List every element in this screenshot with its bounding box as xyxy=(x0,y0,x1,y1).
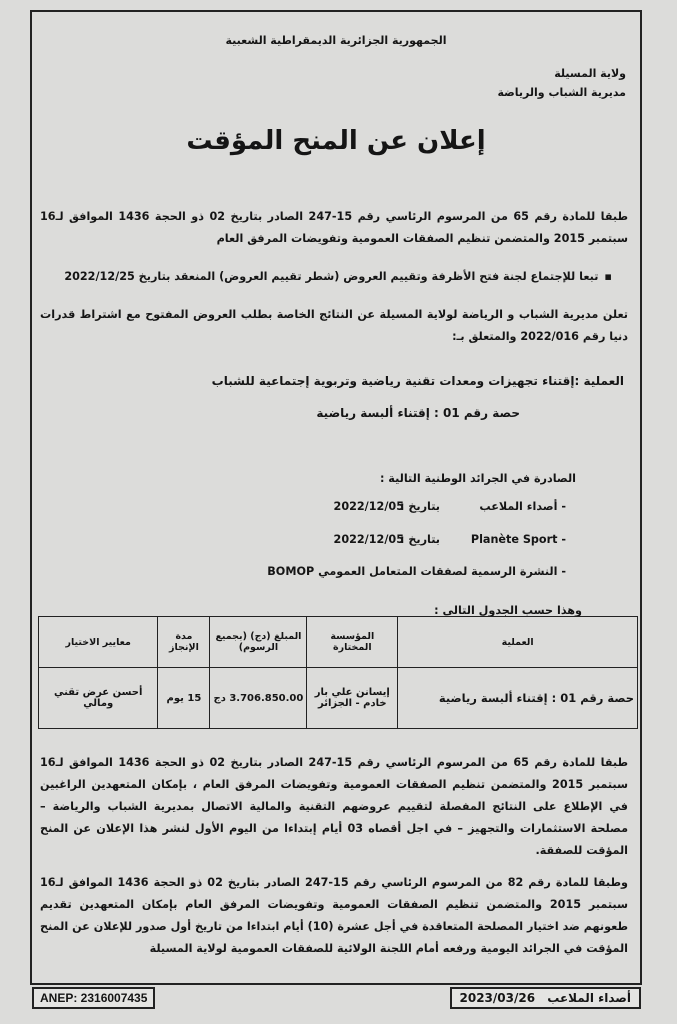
newspaper-date: 2022/12/05 xyxy=(333,500,404,513)
header-criteria: معايير الاختيار xyxy=(39,617,158,668)
cell-operation: حصة رقم 01 : إقتناء ألبسة رياضية xyxy=(398,668,638,729)
appeal-paragraph: وطبقا للمادة رقم 82 من المرسوم الرئاسي رقم 15-247 الصادر بتاريخ 02 ذو الحجة 1436 الموافق لـ16 سبتمبر 2015 والمتضمن تنظيم الصفقات العمومية وتفويضات المرفق العام بإمكان المتعهدين تقديم طعونهم ضد اختيار المصلحة المتعاقدة في أجل عشرة (10) أيام ابتداءا من تاريخ أول صدور للإعلان عن المنح المؤقت في الجرائد اليومية ورفعه أمام اللجنة الولائية للصفقات العمومية لولاية المسيلة xyxy=(40,876,629,955)
newspaper-name: Planète Sport - xyxy=(470,533,566,546)
award-table xyxy=(38,616,638,729)
table-header-row xyxy=(39,617,638,668)
header-operation: العملية xyxy=(398,617,638,668)
table-intro: وهذا حسب الجدول التالي : xyxy=(434,604,582,617)
announcement-paragraph: تعلن مديرية الشباب و الرياضة لولاية المسيلة عن النتائج الخاصة بطلب العروض المفتوح مع اشتراط قدرات دنيا رقم 2022/016 والمتعلق بـ: xyxy=(40,308,628,343)
header-enterprise: المؤسسة المختارة xyxy=(307,617,398,668)
anep-reference: ANEP: 2316007435 xyxy=(32,987,155,1009)
newspaper-name: - أصداء الملاعب xyxy=(479,500,566,513)
announcement-title: إعلان عن المنح المؤقت xyxy=(186,126,486,156)
direction-name: مديرية الشباب والرياضة xyxy=(497,86,626,99)
intro-paragraph: طبقا للمادة رقم 65 من المرسوم الرئاسي رقم 15-247 الصادر بتاريخ 02 ذو الحجة 1436 الموافق لـ16 سبتمبر 2015 والمتضمن تنظيم الصفقات العمومية وتفويضات المرفق العام xyxy=(40,210,629,245)
cell-amount: 3.706.850.00 دج xyxy=(210,668,307,729)
newspaper-name: - النشرة الرسمية لصفقات المتعامل العمومي BOMOP xyxy=(267,565,566,578)
cell-enterprise: إيسانن علي بار خادم - الجزائر xyxy=(307,668,398,729)
wilaya-name: ولاية المسيلة xyxy=(554,67,626,80)
announcement-frame xyxy=(30,10,642,985)
issued-in-label: الصادرة في الجرائد الوطنية التالية : xyxy=(379,472,576,485)
committee-bullet: ▪ تبعا للإجتماع لجنة فتح الأظرفة وتقييم العروض (شطر تقييم العروض) المنعقد بتاريخ 2022/12/25 xyxy=(40,270,612,283)
operation-label: العملية :إقتناء تجهيزات ومعدات تقنية رياضية وتربوية إجتماعية للشباب xyxy=(211,374,624,388)
results-paragraph: طبقا للمادة رقم 65 من المرسوم الرئاسي رقم 15-247 الصادر بتاريخ 02 ذو الحجة 1436 الموافق لـ16 سبتمبر 2015 والمتضمن تنظيم الصفقات العمومية وتفويضات المرفق العام ، بإمكان المتعهدين الراغبين في الإطلاع على النتائج المفصلة لتقييم عروضهم التقنية والمالية الاتصال بمديرية الشباب والرياضة – مصلحة الاستثمارات والتجهيز – في اجل أقصاه 03 أيام إبتداءا من اليوم الأول لنشر هذا الإعلان عن المنح المؤقت للصفقة. xyxy=(40,756,629,857)
newspaper-date-label: بتاريخ : xyxy=(399,533,440,546)
publication-name: أصداء الملاعب xyxy=(547,991,631,1005)
publication-date: 2023/03/26 xyxy=(459,991,536,1005)
republic-header: الجمهورية الجزائرية الديمقراطية الشعبية xyxy=(225,34,447,47)
cell-duration: 15 يوم xyxy=(158,668,210,729)
publication-stamp xyxy=(450,987,642,1009)
newspaper-date-label: بتاريخ : xyxy=(399,500,440,513)
lot-label: حصة رقم 01 : إقتناء ألبسة رياضية xyxy=(316,406,520,420)
header-duration: مدة الإنجاز xyxy=(158,617,210,668)
header-amount: المبلغ (دج) (بجميع الرسوم) xyxy=(210,617,307,668)
newspaper-date: 2022/12/05 xyxy=(333,533,404,546)
cell-criteria: أحسن عرض تقني ومالي xyxy=(39,668,158,729)
table-row xyxy=(39,668,638,729)
